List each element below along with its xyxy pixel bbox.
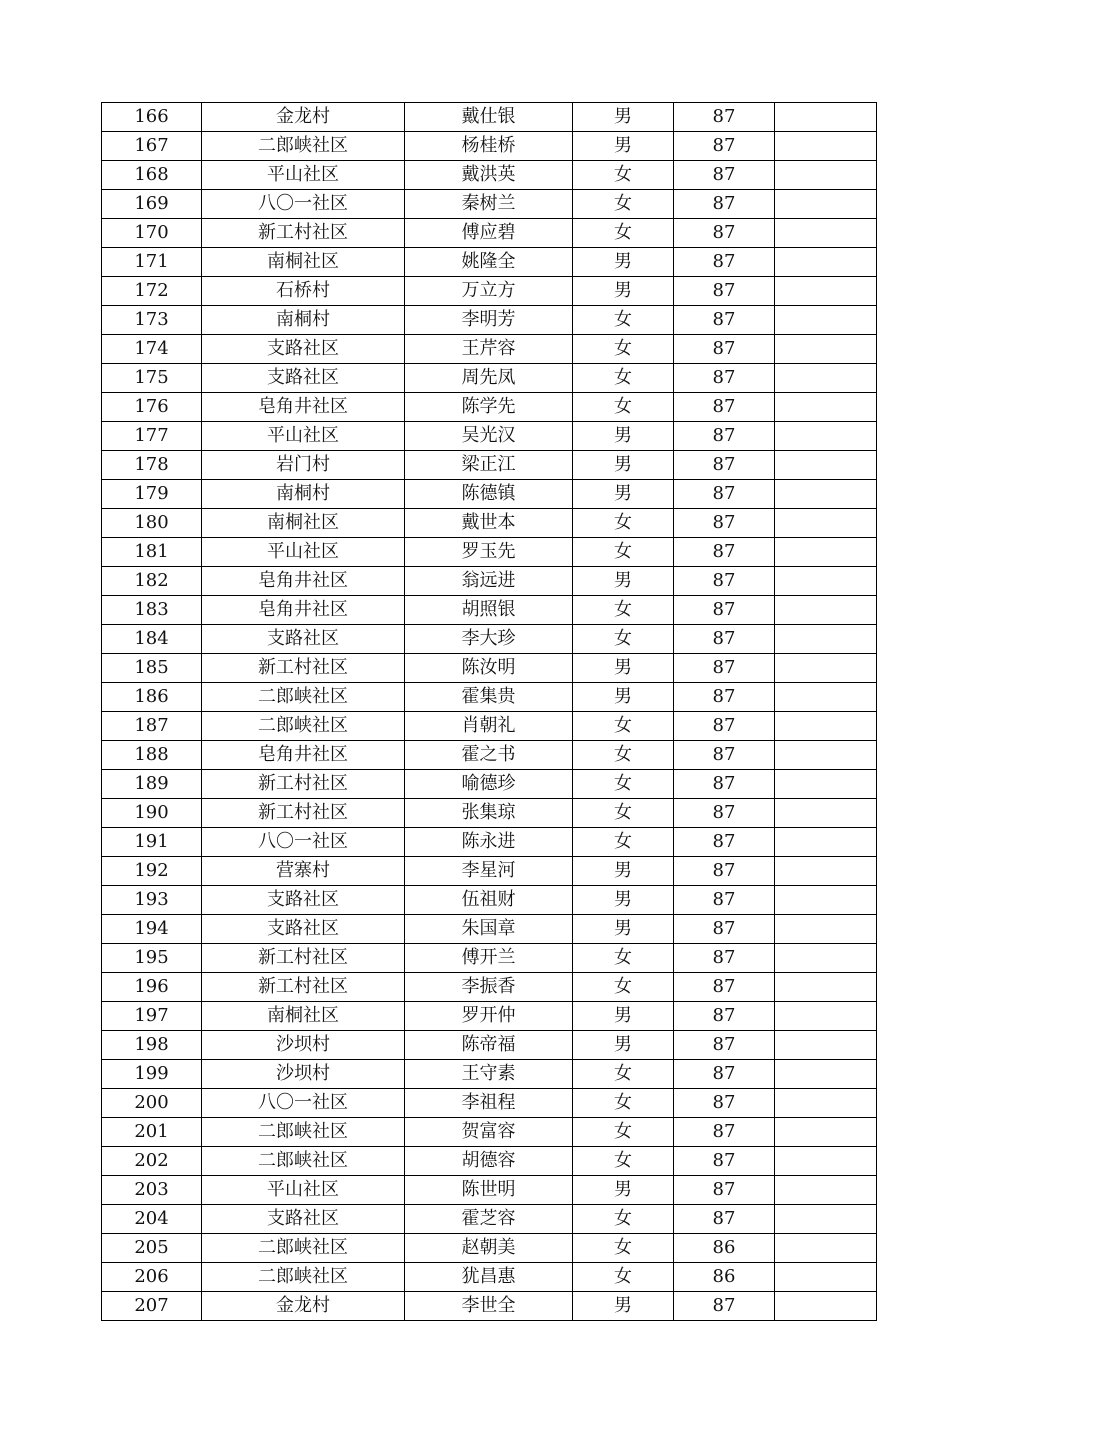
cell-village: 沙坝村: [202, 1060, 405, 1089]
cell-age: 87: [674, 277, 775, 306]
table-row: [102, 219, 877, 248]
cell-note: [775, 480, 877, 509]
cell-name: 陈永进: [405, 828, 573, 857]
cell-number: 183: [102, 596, 202, 625]
cell-number: 172: [102, 277, 202, 306]
cell-number: 207: [102, 1292, 202, 1321]
cell-number: 202: [102, 1147, 202, 1176]
cell-gender: 男: [573, 132, 674, 161]
table-row: [102, 625, 877, 654]
cell-note: [775, 1060, 877, 1089]
table-row: [102, 683, 877, 712]
cell-age: 87: [674, 915, 775, 944]
cell-village: 支路社区: [202, 1205, 405, 1234]
table-row: [102, 886, 877, 915]
cell-village: 支路社区: [202, 625, 405, 654]
cell-name: 万立方: [405, 277, 573, 306]
cell-village: 南桐社区: [202, 509, 405, 538]
cell-village: 二郎峡社区: [202, 1147, 405, 1176]
cell-age: 87: [674, 625, 775, 654]
cell-village: 支路社区: [202, 335, 405, 364]
cell-age: 87: [674, 1176, 775, 1205]
cell-name: 傅应碧: [405, 219, 573, 248]
cell-gender: 男: [573, 567, 674, 596]
cell-gender: 女: [573, 306, 674, 335]
cell-number: 206: [102, 1263, 202, 1292]
cell-note: [775, 828, 877, 857]
cell-note: [775, 132, 877, 161]
cell-age: 87: [674, 596, 775, 625]
cell-number: 192: [102, 857, 202, 886]
table-row: [102, 1205, 877, 1234]
cell-name: 王芹容: [405, 335, 573, 364]
cell-name: 陈学先: [405, 393, 573, 422]
cell-number: 175: [102, 364, 202, 393]
cell-age: 87: [674, 567, 775, 596]
cell-village: 平山社区: [202, 538, 405, 567]
cell-note: [775, 1147, 877, 1176]
cell-age: 87: [674, 1118, 775, 1147]
cell-gender: 男: [573, 1002, 674, 1031]
cell-age: 87: [674, 538, 775, 567]
cell-number: 169: [102, 190, 202, 219]
table-row: [102, 364, 877, 393]
cell-village: 八〇一社区: [202, 1089, 405, 1118]
cell-age: 87: [674, 1089, 775, 1118]
table-row: [102, 567, 877, 596]
cell-name: 王守素: [405, 1060, 573, 1089]
cell-note: [775, 1031, 877, 1060]
table-row: [102, 306, 877, 335]
cell-note: [775, 1002, 877, 1031]
cell-name: 梁正江: [405, 451, 573, 480]
cell-number: 178: [102, 451, 202, 480]
table-row: [102, 770, 877, 799]
cell-age: 87: [674, 190, 775, 219]
cell-village: 皂角井社区: [202, 596, 405, 625]
table-row: [102, 393, 877, 422]
cell-village: 新工村社区: [202, 973, 405, 1002]
roster-table-body: [102, 103, 877, 1321]
cell-village: 南桐社区: [202, 1002, 405, 1031]
cell-age: 87: [674, 654, 775, 683]
table-row: [102, 132, 877, 161]
cell-gender: 女: [573, 161, 674, 190]
cell-name: 翁远进: [405, 567, 573, 596]
table-row: [102, 799, 877, 828]
table-row: [102, 857, 877, 886]
cell-note: [775, 1263, 877, 1292]
cell-age: 87: [674, 219, 775, 248]
table-row: [102, 538, 877, 567]
cell-village: 二郎峡社区: [202, 1263, 405, 1292]
cell-note: [775, 451, 877, 480]
cell-village: 二郎峡社区: [202, 683, 405, 712]
cell-note: [775, 654, 877, 683]
cell-age: 87: [674, 1002, 775, 1031]
cell-village: 南桐村: [202, 480, 405, 509]
cell-gender: 男: [573, 451, 674, 480]
cell-note: [775, 1089, 877, 1118]
cell-gender: 女: [573, 1147, 674, 1176]
cell-number: 182: [102, 567, 202, 596]
cell-gender: 女: [573, 770, 674, 799]
roster-table: [101, 102, 877, 1321]
cell-number: 201: [102, 1118, 202, 1147]
cell-name: 肖朝礼: [405, 712, 573, 741]
cell-number: 173: [102, 306, 202, 335]
cell-number: 196: [102, 973, 202, 1002]
cell-number: 191: [102, 828, 202, 857]
cell-name: 张集琼: [405, 799, 573, 828]
cell-age: 87: [674, 248, 775, 277]
cell-name: 戴仕银: [405, 103, 573, 132]
cell-name: 罗开仲: [405, 1002, 573, 1031]
cell-number: 170: [102, 219, 202, 248]
table-row: [102, 654, 877, 683]
cell-note: [775, 306, 877, 335]
cell-gender: 女: [573, 1205, 674, 1234]
cell-village: 皂角井社区: [202, 393, 405, 422]
cell-name: 伍祖财: [405, 886, 573, 915]
cell-name: 胡照银: [405, 596, 573, 625]
table-row: [102, 596, 877, 625]
cell-gender: 女: [573, 1118, 674, 1147]
table-row: [102, 190, 877, 219]
cell-name: 杨桂桥: [405, 132, 573, 161]
table-row: [102, 480, 877, 509]
cell-age: 87: [674, 741, 775, 770]
cell-village: 新工村社区: [202, 219, 405, 248]
cell-gender: 女: [573, 1060, 674, 1089]
cell-age: 87: [674, 132, 775, 161]
table-row: [102, 1060, 877, 1089]
cell-village: 南桐社区: [202, 248, 405, 277]
cell-number: 195: [102, 944, 202, 973]
table-row: [102, 1263, 877, 1292]
table-row: [102, 422, 877, 451]
cell-age: 87: [674, 799, 775, 828]
cell-note: [775, 103, 877, 132]
cell-age: 87: [674, 1205, 775, 1234]
cell-age: 87: [674, 1060, 775, 1089]
cell-village: 二郎峡社区: [202, 712, 405, 741]
cell-gender: 女: [573, 364, 674, 393]
cell-age: 87: [674, 1292, 775, 1321]
cell-gender: 男: [573, 857, 674, 886]
cell-note: [775, 509, 877, 538]
table-row: [102, 973, 877, 1002]
cell-village: 沙坝村: [202, 1031, 405, 1060]
table-row: [102, 451, 877, 480]
table-row: [102, 509, 877, 538]
table-row: [102, 741, 877, 770]
cell-note: [775, 219, 877, 248]
cell-gender: 女: [573, 538, 674, 567]
table-row: [102, 277, 877, 306]
cell-name: 周先凤: [405, 364, 573, 393]
cell-number: 198: [102, 1031, 202, 1060]
cell-note: [775, 1176, 877, 1205]
cell-note: [775, 161, 877, 190]
cell-number: 199: [102, 1060, 202, 1089]
cell-gender: 男: [573, 277, 674, 306]
cell-name: 喻德珍: [405, 770, 573, 799]
cell-note: [775, 277, 877, 306]
cell-gender: 女: [573, 1263, 674, 1292]
cell-age: 87: [674, 335, 775, 364]
cell-village: 金龙村: [202, 103, 405, 132]
cell-number: 205: [102, 1234, 202, 1263]
cell-number: 167: [102, 132, 202, 161]
cell-note: [775, 596, 877, 625]
cell-gender: 男: [573, 886, 674, 915]
cell-gender: 女: [573, 799, 674, 828]
table-row: [102, 915, 877, 944]
cell-age: 86: [674, 1263, 775, 1292]
cell-gender: 男: [573, 1292, 674, 1321]
cell-note: [775, 1234, 877, 1263]
cell-village: 皂角井社区: [202, 567, 405, 596]
cell-name: 姚隆全: [405, 248, 573, 277]
cell-village: 营寨村: [202, 857, 405, 886]
cell-name: 李祖程: [405, 1089, 573, 1118]
cell-gender: 女: [573, 625, 674, 654]
cell-number: 193: [102, 886, 202, 915]
cell-note: [775, 364, 877, 393]
cell-name: 李大珍: [405, 625, 573, 654]
cell-note: [775, 770, 877, 799]
table-row: [102, 1292, 877, 1321]
cell-gender: 男: [573, 422, 674, 451]
cell-number: 179: [102, 480, 202, 509]
cell-name: 李世全: [405, 1292, 573, 1321]
cell-number: 203: [102, 1176, 202, 1205]
cell-village: 二郎峡社区: [202, 1118, 405, 1147]
cell-village: 平山社区: [202, 1176, 405, 1205]
cell-gender: 女: [573, 1089, 674, 1118]
cell-gender: 女: [573, 828, 674, 857]
cell-age: 87: [674, 1147, 775, 1176]
cell-number: 180: [102, 509, 202, 538]
cell-name: 李明芳: [405, 306, 573, 335]
cell-name: 赵朝美: [405, 1234, 573, 1263]
cell-age: 87: [674, 857, 775, 886]
cell-village: 平山社区: [202, 161, 405, 190]
cell-note: [775, 335, 877, 364]
cell-age: 87: [674, 770, 775, 799]
cell-number: 176: [102, 393, 202, 422]
cell-age: 87: [674, 422, 775, 451]
table-row: [102, 712, 877, 741]
cell-number: 194: [102, 915, 202, 944]
cell-note: [775, 248, 877, 277]
cell-village: 支路社区: [202, 915, 405, 944]
cell-village: 金龙村: [202, 1292, 405, 1321]
cell-number: 200: [102, 1089, 202, 1118]
table-row: [102, 103, 877, 132]
cell-name: 秦树兰: [405, 190, 573, 219]
cell-note: [775, 741, 877, 770]
cell-name: 陈汝明: [405, 654, 573, 683]
cell-number: 204: [102, 1205, 202, 1234]
cell-note: [775, 422, 877, 451]
cell-note: [775, 538, 877, 567]
cell-village: 岩门村: [202, 451, 405, 480]
cell-village: 二郎峡社区: [202, 1234, 405, 1263]
cell-number: 197: [102, 1002, 202, 1031]
cell-number: 174: [102, 335, 202, 364]
cell-gender: 女: [573, 1234, 674, 1263]
cell-gender: 女: [573, 190, 674, 219]
cell-number: 186: [102, 683, 202, 712]
cell-name: 胡德容: [405, 1147, 573, 1176]
cell-gender: 男: [573, 1031, 674, 1060]
cell-note: [775, 393, 877, 422]
cell-note: [775, 915, 877, 944]
cell-age: 87: [674, 712, 775, 741]
cell-village: 新工村社区: [202, 944, 405, 973]
cell-age: 87: [674, 393, 775, 422]
cell-age: 87: [674, 161, 775, 190]
cell-gender: 男: [573, 915, 674, 944]
cell-number: 189: [102, 770, 202, 799]
cell-village: 支路社区: [202, 886, 405, 915]
cell-name: 李星河: [405, 857, 573, 886]
cell-note: [775, 683, 877, 712]
cell-name: 陈德镇: [405, 480, 573, 509]
cell-name: 朱国章: [405, 915, 573, 944]
cell-age: 87: [674, 509, 775, 538]
cell-note: [775, 567, 877, 596]
cell-number: 168: [102, 161, 202, 190]
cell-village: 新工村社区: [202, 799, 405, 828]
cell-age: 87: [674, 944, 775, 973]
cell-village: 二郎峡社区: [202, 132, 405, 161]
cell-number: 185: [102, 654, 202, 683]
cell-gender: 女: [573, 219, 674, 248]
cell-name: 罗玉先: [405, 538, 573, 567]
table-row: [102, 335, 877, 364]
table-row: [102, 1089, 877, 1118]
cell-number: 187: [102, 712, 202, 741]
cell-gender: 男: [573, 1176, 674, 1205]
cell-note: [775, 190, 877, 219]
cell-name: 戴洪英: [405, 161, 573, 190]
cell-note: [775, 1118, 877, 1147]
cell-note: [775, 1292, 877, 1321]
cell-village: 平山社区: [202, 422, 405, 451]
cell-name: 吴光汉: [405, 422, 573, 451]
table-row: [102, 248, 877, 277]
cell-note: [775, 712, 877, 741]
cell-gender: 女: [573, 393, 674, 422]
cell-age: 87: [674, 364, 775, 393]
table-row: [102, 1147, 877, 1176]
table-row: [102, 1118, 877, 1147]
cell-age: 87: [674, 103, 775, 132]
cell-gender: 女: [573, 596, 674, 625]
cell-gender: 女: [573, 973, 674, 1002]
table-row: [102, 161, 877, 190]
cell-name: 犹昌惠: [405, 1263, 573, 1292]
cell-name: 戴世本: [405, 509, 573, 538]
cell-note: [775, 857, 877, 886]
cell-name: 贺富容: [405, 1118, 573, 1147]
cell-gender: 男: [573, 683, 674, 712]
cell-age: 87: [674, 886, 775, 915]
cell-note: [775, 973, 877, 1002]
cell-number: 177: [102, 422, 202, 451]
cell-village: 八〇一社区: [202, 190, 405, 219]
cell-gender: 女: [573, 335, 674, 364]
table-row: [102, 1002, 877, 1031]
cell-note: [775, 886, 877, 915]
cell-note: [775, 1205, 877, 1234]
cell-number: 171: [102, 248, 202, 277]
table-row: [102, 944, 877, 973]
cell-note: [775, 944, 877, 973]
cell-gender: 男: [573, 480, 674, 509]
cell-age: 87: [674, 828, 775, 857]
cell-number: 188: [102, 741, 202, 770]
cell-note: [775, 799, 877, 828]
cell-gender: 男: [573, 654, 674, 683]
cell-village: 新工村社区: [202, 654, 405, 683]
table-row: [102, 1176, 877, 1205]
cell-name: 陈帝福: [405, 1031, 573, 1060]
table-row: [102, 828, 877, 857]
cell-name: 霍之书: [405, 741, 573, 770]
cell-gender: 女: [573, 509, 674, 538]
cell-age: 87: [674, 480, 775, 509]
table-row: [102, 1031, 877, 1060]
cell-village: 皂角井社区: [202, 741, 405, 770]
cell-gender: 女: [573, 944, 674, 973]
cell-name: 陈世明: [405, 1176, 573, 1205]
cell-age: 87: [674, 1031, 775, 1060]
cell-name: 李振香: [405, 973, 573, 1002]
cell-village: 支路社区: [202, 364, 405, 393]
cell-village: 八〇一社区: [202, 828, 405, 857]
cell-age: 87: [674, 306, 775, 335]
cell-number: 190: [102, 799, 202, 828]
cell-gender: 女: [573, 712, 674, 741]
cell-name: 傅开兰: [405, 944, 573, 973]
cell-age: 86: [674, 1234, 775, 1263]
cell-village: 南桐村: [202, 306, 405, 335]
cell-note: [775, 625, 877, 654]
cell-gender: 男: [573, 103, 674, 132]
cell-number: 181: [102, 538, 202, 567]
cell-number: 166: [102, 103, 202, 132]
cell-number: 184: [102, 625, 202, 654]
table-row: [102, 1234, 877, 1263]
cell-name: 霍集贵: [405, 683, 573, 712]
cell-gender: 女: [573, 741, 674, 770]
cell-age: 87: [674, 683, 775, 712]
cell-village: 石桥村: [202, 277, 405, 306]
cell-gender: 男: [573, 248, 674, 277]
cell-village: 新工村社区: [202, 770, 405, 799]
cell-age: 87: [674, 451, 775, 480]
cell-name: 霍芝容: [405, 1205, 573, 1234]
cell-age: 87: [674, 973, 775, 1002]
